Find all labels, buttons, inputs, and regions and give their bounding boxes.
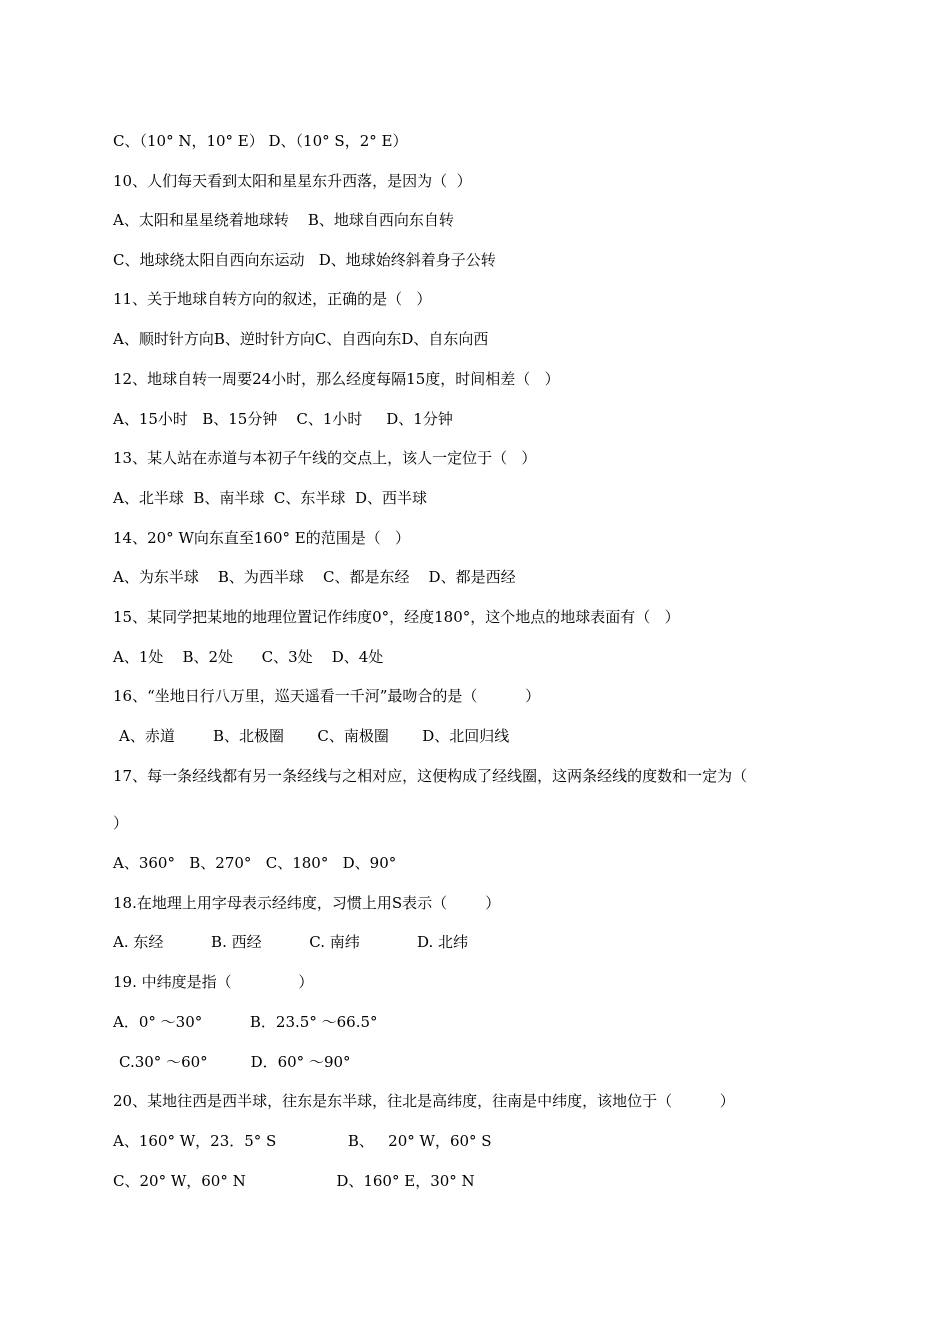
option-line-q10-ab: A、太阳和星星绕着地球转 B、地球自西向东自转 [113,211,454,229]
question-11: 11、关于地球自转方向的叙述，正确的是（ ） [113,290,432,308]
option-line-q15: A、1处 B、2处 C、3处 D、4处 [113,648,384,666]
option-line-q10-cd: C、地球绕太阳自西向东运动 D、地球始终斜着身子公转 [113,251,496,269]
question-17: 17、每一条经线都有另一条经线与之相对应，这便构成了经线圈，这两条经线的度数和一定为（ [113,767,748,785]
question-12: 12、地球自转一周要24小时，那么经度每隔15度，时间相差（ ） [113,370,560,388]
option-line-q20-ab: A、160° W，23．5° S B、 20° W，60° S [113,1132,492,1150]
option-line-q13: A、北半球 B、南半球 C、东半球 D、西半球 [113,489,427,507]
question-18: 18.在地理上用字母表示经纬度，习惯上用S表示（ ） [113,894,501,912]
option-line-q9-cd: C、（10° N，10° E） D、（10° S，2° E） [113,132,408,150]
question-14: 14、20° W向东直至160° E的范围是（ ） [113,529,411,547]
option-line-q18: A. 东经 B. 西经 C. 南纬 D. 北纬 [113,933,469,951]
option-line-q19-cd: C.30° ～60° D．60° ～90° [119,1053,351,1071]
question-10: 10、人们每天看到太阳和星星东升西落，是因为（ ） [113,172,472,190]
question-13: 13、某人站在赤道与本初子午线的交点上，该人一定位于（ ） [113,449,537,467]
option-line-q14: A、为东半球 B、为西半球 C、都是东经 D、都是西经 [113,568,516,586]
question-16: 16、“坐地日行八万里，巡天遥看一千河”最吻合的是（ ） [113,687,541,705]
option-line-q17: A、360° B、270° C、180° D、90° [113,854,397,872]
question-15: 15、某同学把某地的地理位置记作纬度0°，经度180°，这个地点的地球表面有（ ） [113,608,680,626]
option-line-q16: A、赤道 B、北极圈 C、南极圈 D、北回归线 [119,727,510,745]
question-17-continued: ） [113,814,129,832]
option-line-q12: A、15小时 B、15分钟 C、1小时 D、1分钟 [113,410,453,428]
option-line-q11: A、顺时针方向B、逆时针方向C、自西向东D、自东向西 [113,330,489,348]
question-20: 20、某地往西是西半球，往东是东半球，往北是高纬度，往南是中纬度，该地位于（ ） [113,1092,735,1110]
option-line-q20-cd: C、20° W，60° N D、160° E，30° N [113,1172,475,1190]
question-19: 19. 中纬度是指（ ） [113,973,314,991]
option-line-q19-ab: A．0° ～30° B．23.5° ～66.5° [113,1013,378,1031]
